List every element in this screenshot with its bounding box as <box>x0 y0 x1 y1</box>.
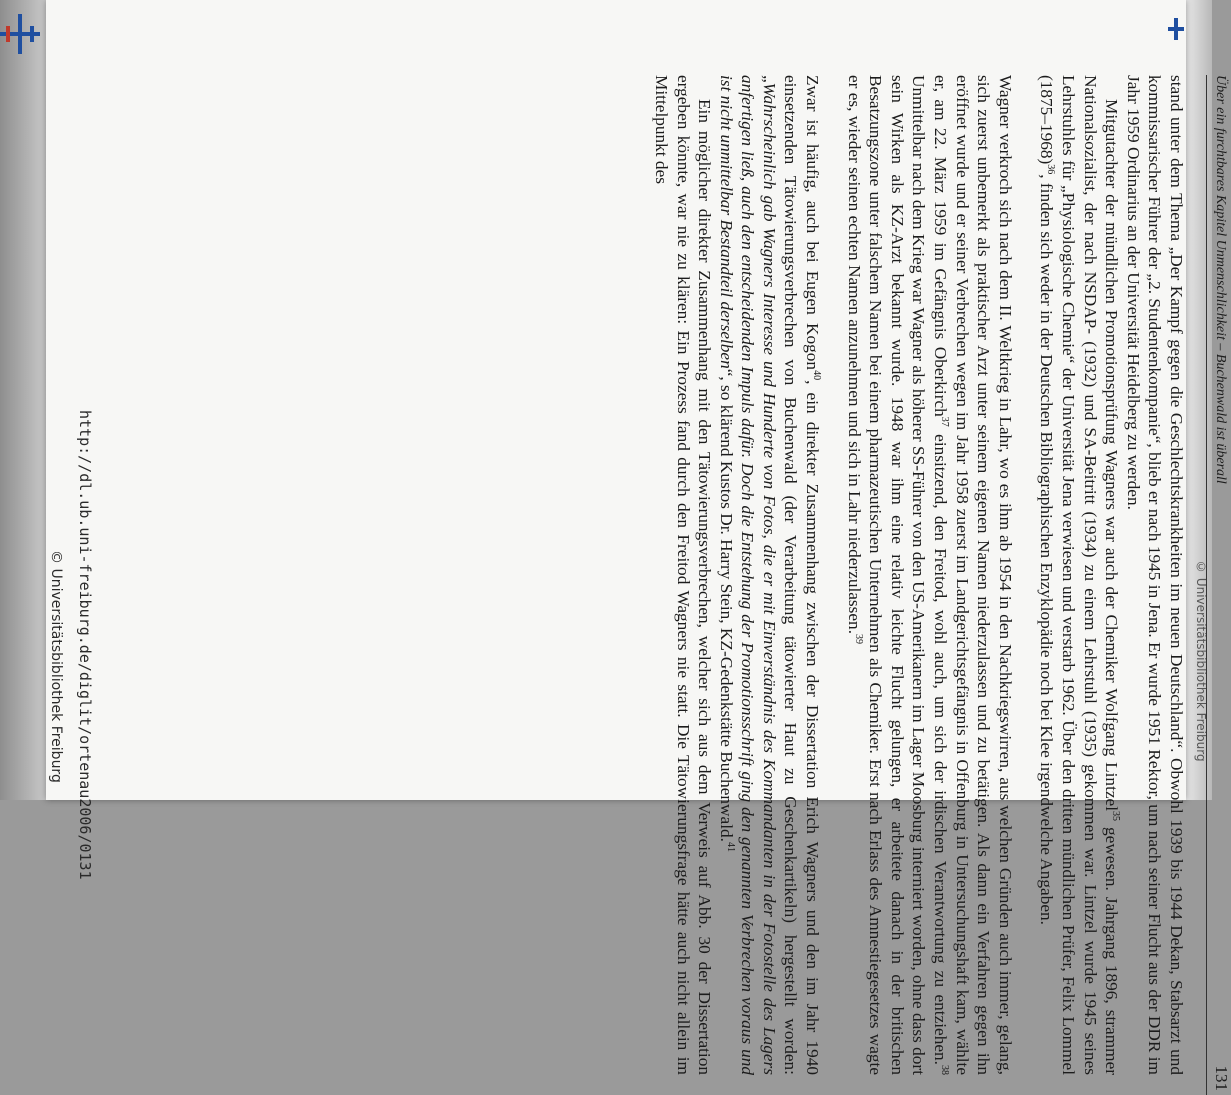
footnote-ref: 35 <box>1109 811 1121 822</box>
paragraph-3: Wagner verkroch sich nach dem II. Weltkrieg in Lahr, wo es ihm ab 1954 in den Nachkriegswirren, aus welchen Gründen auch immer, gelang, sich zuerst unbemerkt als praktischer Arzt unter seinem eigenen Namen niederzulassen und zu betätigen. Als dann ein Verfahren gegen ihn eröffnet wurde und er seiner Verbrechen wegen im Jahr 1958 zuerst im Landgerichtsgefängnis in Offenburg in Untersuchungshaft kam, wählte er, am 22. März 1959 im Gefängnis Oberkirch$^{37}$ einsitzend, den Freitod, wohl auch, um sich der irdischen Verantwortung zu entziehen.$^{38}$ Unmittelbar nach dem Krieg war Wagner als höherer SS-Führer von den US-Amerikanern im Lager Moosburg interniert worden, ohne dass dort sein Wirken als KZ-Arzt bekannt wurde. 1948 war ihm eine relativ leichte Flucht gelungen, er arbeitete danach in der britischen Besatzungszone unter falschem Namen bei einem pharmazeutischen Unternehmen als Chemiker. Erst nach Erlass des Amnestiegesetzes wagte er es, wieder seinen echten Namen anzunehmen und sich in Lahr niederzulassen.$^{39}$ <box>844 75 1015 1075</box>
adjacent-page-bleed-text: © Universitätsbibliothek Freiburg <box>1194 560 1208 762</box>
running-head <box>1206 75 1231 1095</box>
footnote-ref: 38 <box>938 1065 950 1075</box>
running-head-title: Über ein furchtbares Kapitel Unmenschlichkeit – Buchenwald ist überall <box>1213 75 1228 484</box>
page-number: 131 <box>1212 1065 1231 1091</box>
previous-page-edge <box>0 0 46 800</box>
source-url-link[interactable]: http://dl.ub.uni-freiburg.de/diglit/ortenau2006/0131 <box>76 410 94 880</box>
footnote-ref: 37 <box>938 416 950 427</box>
paragraph-4: Zwar ist häufig, auch bei Eugen Kogon$^{40}$, ein direkter Zusammenhang zwischen der Dissertation Erich Wagners und den im Jahr 1940 einsetzenden Tätowierungsverbrechen von Buchenwald (der Verarbeitung tätowierter Haut zu Geschenkartikeln) hergestellt worden: „Wahrscheinlich gab Wagners Interesse und Hunderte von Fotos, die er mit Einverständnis des Kommandanten in der Fotostelle des Lagers anfertigen ließ, auch den entscheidenden Impuls dafür. Doch die Entstehung der Promotionsschrift ging den genannten Verbrechen voraus und ist nicht unmittelbar Bestandteil derselben“, so klärend Kustos Dr. Harry Stein, KZ-Gedenkstätte Buchenwald.$^{41}$ <box>716 75 823 1075</box>
footer-strip <box>46 410 102 880</box>
footnote-ref: 36 <box>1045 164 1057 175</box>
paragraph-1: stand unter dem Thema „Der Kampf gegen die Geschlechtskrankheiten im neuen Deutschland“. Obwohl 1939 bis 1944 Dekan, Stabsarzt und kommissarischer Führer der „2. Studentenkompanie“, blieb er nach 1945 in Jena. Er wurde 1951 Rektor, um nach seiner Flucht aus der DDR im Jahr 1959 Ordinarius an der Universität Heidelberg zu werden. <box>1123 75 1186 1075</box>
rotated-page-content <box>171 55 1231 1091</box>
copyright-notice: © Universitätsbibliothek Freiburg <box>48 550 64 783</box>
footnote-ref: 40 <box>810 370 822 381</box>
library-logo-icon <box>0 14 40 54</box>
body-text <box>650 75 1187 1075</box>
library-logo-icon-right <box>1168 18 1184 40</box>
paragraph-5: Ein möglicher direkter Zusammenhang mit den Tätowierungsverbrechen, welcher sich aus dem Verweis auf Abb. 30 der Dissertation ergeben könnte, war nie zu klären: Ein Prozess fand durch den Freitod Wagners nie statt. Die Tätowierungsfrage hätte auch nicht allein im Mittelpunkt des <box>651 75 715 1075</box>
paragraph-2: Mitgutachter der mündlichen Promotionsprüfung Wagners war auch der Chemiker Wolfgang Lintzel$^{35}$ gewesen. Jahrgang 1896, strammer Nationalsozialist, der nach NSDAP- (1932) und SA-Beitritt (1934) zu einem Lehrstuhl (1935) gekommen war. Lintzel wurde 1945 seines Lehrstuhles für „Physiologische Chemie“ der Universität Jena verwiesen und verstarb 1962. Über den dritten mündlichen Prüfer, Felix Lommel (1875–1968)$^{36}$, finden sich weder in der Deutschen Bibliographischen Enzyklopädie noch bei Klee irgendwelche Angaben. <box>1037 75 1122 1076</box>
quotation: Wahrscheinlich gab Wagners Interesse und Hunderte von Fotos, die er mit Einverständnis des Kommandanten in der Fotostelle des Lagers anfertigen ließ, auch den entscheidenden Impuls dafür. Doch die Entstehung der Promotionsschrift ging den genannten Verbrechen voraus und ist nicht unmittelbar Bestandteil derselben <box>716 75 779 1075</box>
scanned-page <box>46 0 1231 1091</box>
footnote-ref: 41 <box>724 841 736 852</box>
footnote-ref: 39 <box>852 634 864 645</box>
